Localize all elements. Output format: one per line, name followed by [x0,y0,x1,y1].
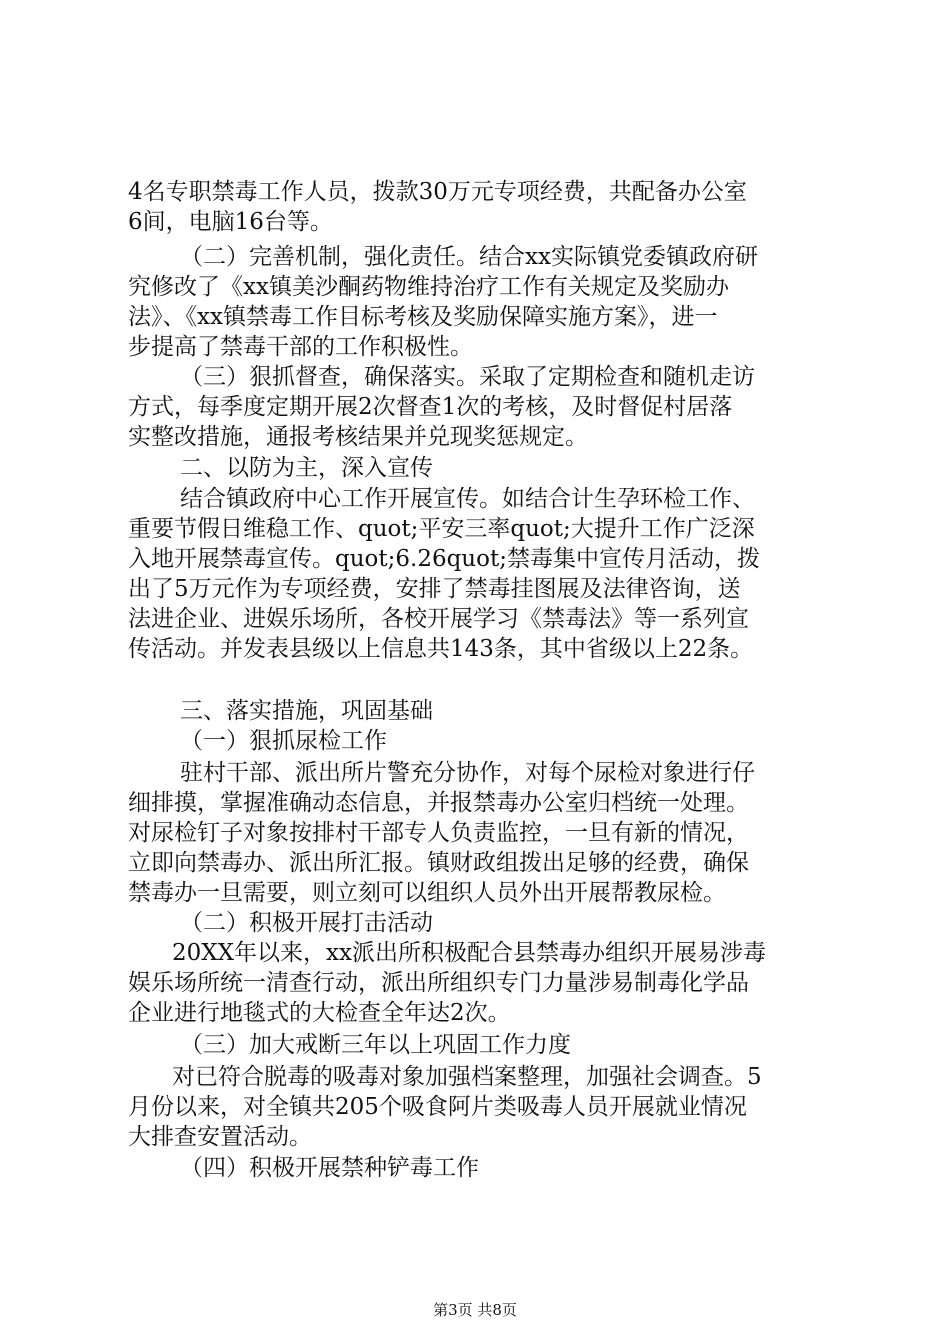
text-line-7: （三）狠抓督查，确保落实。采取了定期检查和随机走访 [180,364,755,390]
text-line-22: 立即向禁毒办、派出所汇报。镇财政组拨出足够的经费，确保 [128,850,749,876]
text-line-4: 究修改了《xx镇美沙酮药物维持治疗工作有关规定及奖励办 [128,274,729,300]
text-line-23: 禁毒办一旦需要，则立刻可以组织人员外出开展帮教尿检。 [128,880,726,906]
text-line-14: 出了5万元作为专项经费，安排了禁毒挂图展及法律咨询，送 [128,576,741,602]
subsection-heading-1: （一）狠抓尿检工作 [180,728,387,754]
subsection-heading-2: （二）积极开展打击活动 [180,910,433,936]
text-line-2: 6间，电脑16台等。 [128,209,333,235]
text-line-11: 结合镇政府中心工作开展宣传。如结合计生孕环检工作、 [180,486,755,512]
page-number-footer: 第3页 共8页 [433,1301,517,1319]
subsection-heading-4: （四）积极开展禁种铲毒工作 [180,1155,479,1181]
section-heading-2: 二、以防为主，深入宣传 [180,455,433,481]
text-line-5: 法》、《xx镇禁毒工作目标考核及奖励保障实施方案》，进一 [128,304,718,330]
text-line-31: 大排查安置活动。 [128,1124,312,1150]
text-line-12: 重要节假日维稳工作、quot;平安三率quot;大提升工作广泛深 [128,516,755,542]
text-line-21: 对尿检钉子对象按排村干部专人负责监控，一旦有新的情况， [128,820,749,846]
text-line-25: 20XX年以来，xx派出所积极配合县禁毒办组织开展易涉毒 [172,940,766,966]
section-heading-3: 三、落实措施，巩固基础 [180,698,433,724]
text-line-29: 对已符合脱毒的吸毒对象加强档案整理，加强社会调查。5 [172,1064,762,1090]
text-line-16: 传活动。并发表县级以上信息共143条，其中省级以上22条。 [128,636,754,662]
subsection-heading-3: （三）加大戒断三年以上巩固工作力度 [180,1032,571,1058]
text-line-30: 月份以来，对全镇共205个吸食阿片类吸毒人员开展就业情况 [128,1094,747,1120]
text-line-6: 步提高了禁毒干部的工作积极性。 [128,334,473,360]
text-line-15: 法进企业、进娱乐场所，各校开展学习《禁毒法》等一系列宣 [128,606,749,632]
text-line-9: 实整改措施，通报考核结果并兑现奖惩规定。 [128,424,588,450]
text-line-26: 娱乐场所统一清查行动，派出所组织专门力量涉易制毒化学品 [128,970,749,996]
text-line-27: 企业进行地毯式的大检查全年达2次。 [128,1000,511,1026]
text-line-8: 方式，每季度定期开展2次督查1次的考核，及时督促村居落 [128,394,733,420]
text-line-13: 入地开展禁毒宣传。quot;6.26quot;禁毒集中宣传月活动，拨 [128,546,760,572]
text-line-3: （二）完善机制，强化责任。结合xx实际镇党委镇政府研 [180,244,758,270]
text-line-1: 4名专职禁毒工作人员，拨款30万元专项经费，共配备办公室 [128,179,747,205]
text-line-20: 细排摸，掌握准确动态信息，并报禁毒办公室归档统一处理。 [128,790,749,816]
text-line-19: 驻村干部、派出所片警充分协作，对每个尿检对象进行仔 [180,760,755,786]
